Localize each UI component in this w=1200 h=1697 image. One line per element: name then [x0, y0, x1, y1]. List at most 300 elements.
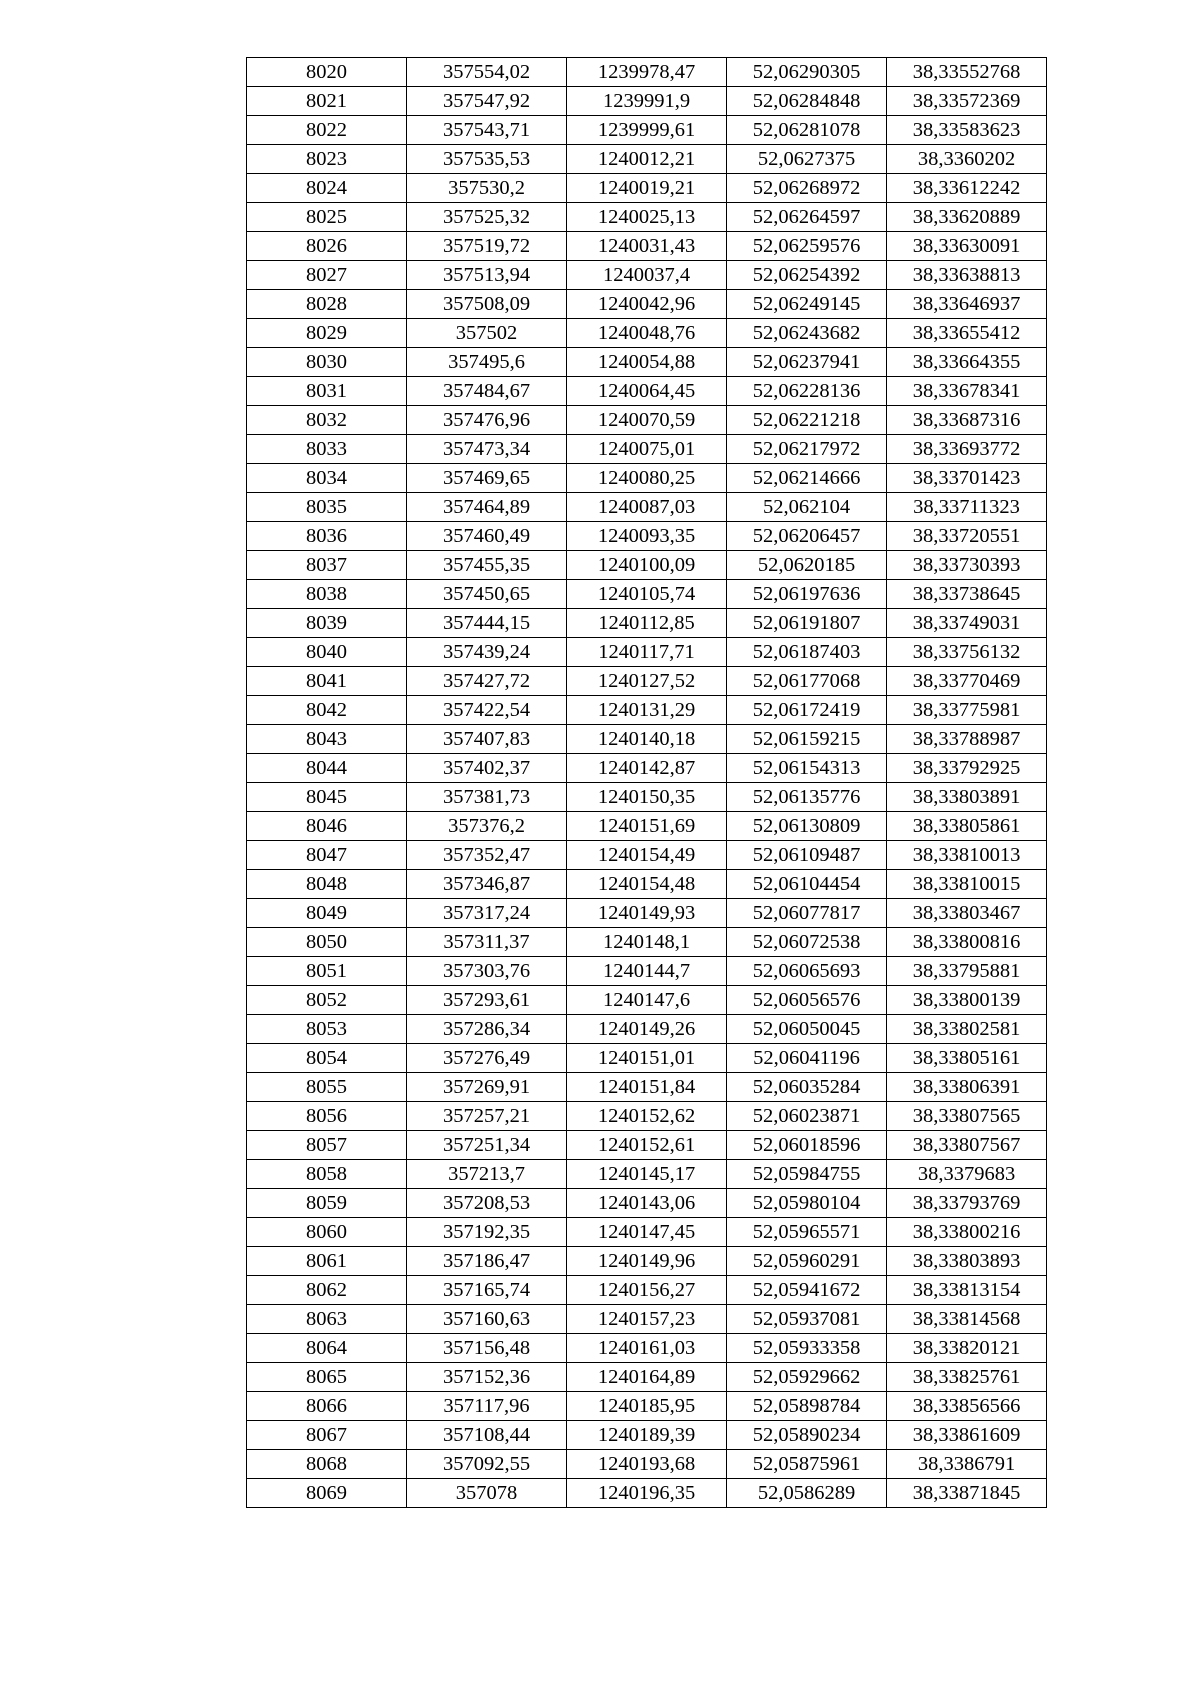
longitude-cell: 38,33805861 [887, 812, 1047, 841]
longitude-cell: 38,33788987 [887, 725, 1047, 754]
y-coordinate-cell: 1239978,47 [567, 58, 727, 87]
table-row [247, 145, 1047, 174]
longitude-cell: 38,33738645 [887, 580, 1047, 609]
x-coordinate-cell: 357352,47 [407, 841, 567, 870]
y-coordinate-cell: 1240147,45 [567, 1218, 727, 1247]
x-coordinate-cell: 357495,6 [407, 348, 567, 377]
y-coordinate-cell: 1239991,9 [567, 87, 727, 116]
table-row [247, 58, 1047, 87]
point-number-cell: 8031 [247, 377, 407, 406]
y-coordinate-cell: 1240112,85 [567, 609, 727, 638]
y-coordinate-cell: 1240147,6 [567, 986, 727, 1015]
table-row [247, 1218, 1047, 1247]
point-number-cell: 8022 [247, 116, 407, 145]
x-coordinate-cell: 357554,02 [407, 58, 567, 87]
coordinates-table [246, 57, 1047, 1508]
point-number-cell: 8042 [247, 696, 407, 725]
y-coordinate-cell: 1240152,61 [567, 1131, 727, 1160]
y-coordinate-cell: 1240131,29 [567, 696, 727, 725]
x-coordinate-cell: 357460,49 [407, 522, 567, 551]
y-coordinate-cell: 1240193,68 [567, 1450, 727, 1479]
y-coordinate-cell: 1240100,09 [567, 551, 727, 580]
latitude-cell: 52,06191807 [727, 609, 887, 638]
table-row [247, 319, 1047, 348]
x-coordinate-cell: 357152,36 [407, 1363, 567, 1392]
longitude-cell: 38,33825761 [887, 1363, 1047, 1392]
point-number-cell: 8030 [247, 348, 407, 377]
x-coordinate-cell: 357513,94 [407, 261, 567, 290]
point-number-cell: 8051 [247, 957, 407, 986]
table-row [247, 1305, 1047, 1334]
longitude-cell: 38,33749031 [887, 609, 1047, 638]
point-number-cell: 8066 [247, 1392, 407, 1421]
point-number-cell: 8068 [247, 1450, 407, 1479]
longitude-cell: 38,33730393 [887, 551, 1047, 580]
longitude-cell: 38,33814568 [887, 1305, 1047, 1334]
table-row [247, 1102, 1047, 1131]
x-coordinate-cell: 357444,15 [407, 609, 567, 638]
point-number-cell: 8025 [247, 203, 407, 232]
point-number-cell: 8024 [247, 174, 407, 203]
x-coordinate-cell: 357165,74 [407, 1276, 567, 1305]
point-number-cell: 8023 [247, 145, 407, 174]
y-coordinate-cell: 1240143,06 [567, 1189, 727, 1218]
longitude-cell: 38,33793769 [887, 1189, 1047, 1218]
y-coordinate-cell: 1240142,87 [567, 754, 727, 783]
latitude-cell: 52,05875961 [727, 1450, 887, 1479]
x-coordinate-cell: 357530,2 [407, 174, 567, 203]
point-number-cell: 8041 [247, 667, 407, 696]
y-coordinate-cell: 1240105,74 [567, 580, 727, 609]
coordinates-table-body [247, 58, 1047, 1508]
longitude-cell: 38,33792925 [887, 754, 1047, 783]
table-row [247, 1015, 1047, 1044]
table-row [247, 1160, 1047, 1189]
latitude-cell: 52,06264597 [727, 203, 887, 232]
point-number-cell: 8055 [247, 1073, 407, 1102]
table-row [247, 783, 1047, 812]
y-coordinate-cell: 1240154,48 [567, 870, 727, 899]
x-coordinate-cell: 357186,47 [407, 1247, 567, 1276]
x-coordinate-cell: 357108,44 [407, 1421, 567, 1450]
latitude-cell: 52,06104454 [727, 870, 887, 899]
latitude-cell: 52,06050045 [727, 1015, 887, 1044]
latitude-cell: 52,06018596 [727, 1131, 887, 1160]
table-row [247, 203, 1047, 232]
x-coordinate-cell: 357117,96 [407, 1392, 567, 1421]
table-row [247, 1247, 1047, 1276]
longitude-cell: 38,33687316 [887, 406, 1047, 435]
longitude-cell: 38,33803467 [887, 899, 1047, 928]
y-coordinate-cell: 1240164,89 [567, 1363, 727, 1392]
x-coordinate-cell: 357293,61 [407, 986, 567, 1015]
table-row [247, 725, 1047, 754]
point-number-cell: 8048 [247, 870, 407, 899]
latitude-cell: 52,05980104 [727, 1189, 887, 1218]
point-number-cell: 8026 [247, 232, 407, 261]
y-coordinate-cell: 1240087,03 [567, 493, 727, 522]
x-coordinate-cell: 357208,53 [407, 1189, 567, 1218]
latitude-cell: 52,06172419 [727, 696, 887, 725]
x-coordinate-cell: 357484,67 [407, 377, 567, 406]
y-coordinate-cell: 1240042,96 [567, 290, 727, 319]
y-coordinate-cell: 1240145,17 [567, 1160, 727, 1189]
y-coordinate-cell: 1240151,01 [567, 1044, 727, 1073]
point-number-cell: 8050 [247, 928, 407, 957]
table-row [247, 1392, 1047, 1421]
table-row [247, 261, 1047, 290]
x-coordinate-cell: 357160,63 [407, 1305, 567, 1334]
point-number-cell: 8053 [247, 1015, 407, 1044]
y-coordinate-cell: 1240048,76 [567, 319, 727, 348]
y-coordinate-cell: 1240144,7 [567, 957, 727, 986]
longitude-cell: 38,33861609 [887, 1421, 1047, 1450]
table-row [247, 638, 1047, 667]
table-row [247, 928, 1047, 957]
latitude-cell: 52,06259576 [727, 232, 887, 261]
table-row [247, 1363, 1047, 1392]
x-coordinate-cell: 357508,09 [407, 290, 567, 319]
longitude-cell: 38,33810015 [887, 870, 1047, 899]
longitude-cell: 38,33638813 [887, 261, 1047, 290]
longitude-cell: 38,33810013 [887, 841, 1047, 870]
point-number-cell: 8061 [247, 1247, 407, 1276]
x-coordinate-cell: 357303,76 [407, 957, 567, 986]
latitude-cell: 52,06035284 [727, 1073, 887, 1102]
longitude-cell: 38,33630091 [887, 232, 1047, 261]
y-coordinate-cell: 1240154,49 [567, 841, 727, 870]
y-coordinate-cell: 1240151,69 [567, 812, 727, 841]
longitude-cell: 38,33701423 [887, 464, 1047, 493]
point-number-cell: 8037 [247, 551, 407, 580]
x-coordinate-cell: 357502 [407, 319, 567, 348]
x-coordinate-cell: 357464,89 [407, 493, 567, 522]
y-coordinate-cell: 1240093,35 [567, 522, 727, 551]
longitude-cell: 38,33720551 [887, 522, 1047, 551]
table-row [247, 377, 1047, 406]
x-coordinate-cell: 357543,71 [407, 116, 567, 145]
point-number-cell: 8033 [247, 435, 407, 464]
x-coordinate-cell: 357078 [407, 1479, 567, 1508]
latitude-cell: 52,06023871 [727, 1102, 887, 1131]
x-coordinate-cell: 357476,96 [407, 406, 567, 435]
table-row [247, 754, 1047, 783]
y-coordinate-cell: 1240127,52 [567, 667, 727, 696]
point-number-cell: 8044 [247, 754, 407, 783]
y-coordinate-cell: 1240189,39 [567, 1421, 727, 1450]
table-row [247, 1073, 1047, 1102]
x-coordinate-cell: 357469,65 [407, 464, 567, 493]
table-row [247, 1131, 1047, 1160]
y-coordinate-cell: 1240156,27 [567, 1276, 727, 1305]
point-number-cell: 8052 [247, 986, 407, 1015]
x-coordinate-cell: 357257,21 [407, 1102, 567, 1131]
longitude-cell: 38,33572369 [887, 87, 1047, 116]
point-number-cell: 8067 [247, 1421, 407, 1450]
longitude-cell: 38,33775981 [887, 696, 1047, 725]
table-row [247, 870, 1047, 899]
longitude-cell: 38,3360202 [887, 145, 1047, 174]
y-coordinate-cell: 1240075,01 [567, 435, 727, 464]
y-coordinate-cell: 1240012,21 [567, 145, 727, 174]
y-coordinate-cell: 1240070,59 [567, 406, 727, 435]
latitude-cell: 52,06109487 [727, 841, 887, 870]
latitude-cell: 52,0586289 [727, 1479, 887, 1508]
longitude-cell: 38,33820121 [887, 1334, 1047, 1363]
table-row [247, 348, 1047, 377]
latitude-cell: 52,05965571 [727, 1218, 887, 1247]
longitude-cell: 38,33646937 [887, 290, 1047, 319]
latitude-cell: 52,05937081 [727, 1305, 887, 1334]
latitude-cell: 52,06214666 [727, 464, 887, 493]
point-number-cell: 8021 [247, 87, 407, 116]
point-number-cell: 8036 [247, 522, 407, 551]
table-row [247, 899, 1047, 928]
longitude-cell: 38,3386791 [887, 1450, 1047, 1479]
y-coordinate-cell: 1240031,43 [567, 232, 727, 261]
latitude-cell: 52,06041196 [727, 1044, 887, 1073]
x-coordinate-cell: 357519,72 [407, 232, 567, 261]
table-row [247, 986, 1047, 1015]
table-row [247, 609, 1047, 638]
x-coordinate-cell: 357376,2 [407, 812, 567, 841]
x-coordinate-cell: 357381,73 [407, 783, 567, 812]
y-coordinate-cell: 1240140,18 [567, 725, 727, 754]
table-row [247, 957, 1047, 986]
x-coordinate-cell: 357535,53 [407, 145, 567, 174]
table-row [247, 406, 1047, 435]
x-coordinate-cell: 357547,92 [407, 87, 567, 116]
x-coordinate-cell: 357402,37 [407, 754, 567, 783]
table-row [247, 522, 1047, 551]
point-number-cell: 8065 [247, 1363, 407, 1392]
latitude-cell: 52,06284848 [727, 87, 887, 116]
x-coordinate-cell: 357269,91 [407, 1073, 567, 1102]
x-coordinate-cell: 357346,87 [407, 870, 567, 899]
latitude-cell: 52,06065693 [727, 957, 887, 986]
latitude-cell: 52,06243682 [727, 319, 887, 348]
longitude-cell: 38,33664355 [887, 348, 1047, 377]
table-row [247, 87, 1047, 116]
y-coordinate-cell: 1240117,71 [567, 638, 727, 667]
table-row [247, 551, 1047, 580]
longitude-cell: 38,33711323 [887, 493, 1047, 522]
x-coordinate-cell: 357317,24 [407, 899, 567, 928]
y-coordinate-cell: 1240064,45 [567, 377, 727, 406]
longitude-cell: 38,33813154 [887, 1276, 1047, 1305]
table-row [247, 435, 1047, 464]
latitude-cell: 52,06077817 [727, 899, 887, 928]
point-number-cell: 8045 [247, 783, 407, 812]
latitude-cell: 52,05933358 [727, 1334, 887, 1363]
point-number-cell: 8054 [247, 1044, 407, 1073]
x-coordinate-cell: 357439,24 [407, 638, 567, 667]
longitude-cell: 38,33612242 [887, 174, 1047, 203]
longitude-cell: 38,33856566 [887, 1392, 1047, 1421]
latitude-cell: 52,06249145 [727, 290, 887, 319]
latitude-cell: 52,06159215 [727, 725, 887, 754]
longitude-cell: 38,33800816 [887, 928, 1047, 957]
longitude-cell: 38,33655412 [887, 319, 1047, 348]
point-number-cell: 8058 [247, 1160, 407, 1189]
point-number-cell: 8069 [247, 1479, 407, 1508]
longitude-cell: 38,33583623 [887, 116, 1047, 145]
latitude-cell: 52,06056576 [727, 986, 887, 1015]
longitude-cell: 38,33795881 [887, 957, 1047, 986]
x-coordinate-cell: 357450,65 [407, 580, 567, 609]
y-coordinate-cell: 1240019,21 [567, 174, 727, 203]
x-coordinate-cell: 357092,55 [407, 1450, 567, 1479]
x-coordinate-cell: 357427,72 [407, 667, 567, 696]
longitude-cell: 38,33693772 [887, 435, 1047, 464]
y-coordinate-cell: 1240152,62 [567, 1102, 727, 1131]
x-coordinate-cell: 357407,83 [407, 725, 567, 754]
point-number-cell: 8046 [247, 812, 407, 841]
latitude-cell: 52,06268972 [727, 174, 887, 203]
x-coordinate-cell: 357276,49 [407, 1044, 567, 1073]
table-row [247, 841, 1047, 870]
latitude-cell: 52,06254392 [727, 261, 887, 290]
table-row [247, 1276, 1047, 1305]
x-coordinate-cell: 357455,35 [407, 551, 567, 580]
longitude-cell: 38,33805161 [887, 1044, 1047, 1073]
y-coordinate-cell: 1240150,35 [567, 783, 727, 812]
latitude-cell: 52,05890234 [727, 1421, 887, 1450]
latitude-cell: 52,06237941 [727, 348, 887, 377]
point-number-cell: 8027 [247, 261, 407, 290]
table-row [247, 1421, 1047, 1450]
point-number-cell: 8057 [247, 1131, 407, 1160]
point-number-cell: 8063 [247, 1305, 407, 1334]
longitude-cell: 38,3379683 [887, 1160, 1047, 1189]
point-number-cell: 8064 [247, 1334, 407, 1363]
longitude-cell: 38,33800216 [887, 1218, 1047, 1247]
table-row [247, 667, 1047, 696]
point-number-cell: 8032 [247, 406, 407, 435]
table-row [247, 116, 1047, 145]
longitude-cell: 38,33807567 [887, 1131, 1047, 1160]
y-coordinate-cell: 1240080,25 [567, 464, 727, 493]
longitude-cell: 38,33800139 [887, 986, 1047, 1015]
y-coordinate-cell: 1240054,88 [567, 348, 727, 377]
longitude-cell: 38,33803893 [887, 1247, 1047, 1276]
x-coordinate-cell: 357525,32 [407, 203, 567, 232]
table-row [247, 1044, 1047, 1073]
point-number-cell: 8062 [247, 1276, 407, 1305]
point-number-cell: 8035 [247, 493, 407, 522]
point-number-cell: 8034 [247, 464, 407, 493]
y-coordinate-cell: 1240157,23 [567, 1305, 727, 1334]
point-number-cell: 8043 [247, 725, 407, 754]
y-coordinate-cell: 1240151,84 [567, 1073, 727, 1102]
y-coordinate-cell: 1240037,4 [567, 261, 727, 290]
x-coordinate-cell: 357192,35 [407, 1218, 567, 1247]
latitude-cell: 52,06290305 [727, 58, 887, 87]
x-coordinate-cell: 357473,34 [407, 435, 567, 464]
y-coordinate-cell: 1240196,35 [567, 1479, 727, 1508]
table-row [247, 232, 1047, 261]
latitude-cell: 52,06177068 [727, 667, 887, 696]
x-coordinate-cell: 357156,48 [407, 1334, 567, 1363]
table-row [247, 464, 1047, 493]
point-number-cell: 8040 [247, 638, 407, 667]
point-number-cell: 8038 [247, 580, 407, 609]
longitude-cell: 38,33770469 [887, 667, 1047, 696]
latitude-cell: 52,06130809 [727, 812, 887, 841]
x-coordinate-cell: 357311,37 [407, 928, 567, 957]
point-number-cell: 8049 [247, 899, 407, 928]
longitude-cell: 38,33552768 [887, 58, 1047, 87]
y-coordinate-cell: 1240149,93 [567, 899, 727, 928]
point-number-cell: 8059 [247, 1189, 407, 1218]
point-number-cell: 8056 [247, 1102, 407, 1131]
table-row [247, 290, 1047, 319]
latitude-cell: 52,06206457 [727, 522, 887, 551]
y-coordinate-cell: 1240185,95 [567, 1392, 727, 1421]
latitude-cell: 52,06197636 [727, 580, 887, 609]
table-row [247, 174, 1047, 203]
latitude-cell: 52,06281078 [727, 116, 887, 145]
longitude-cell: 38,33803891 [887, 783, 1047, 812]
longitude-cell: 38,33620889 [887, 203, 1047, 232]
point-number-cell: 8028 [247, 290, 407, 319]
latitude-cell: 52,06228136 [727, 377, 887, 406]
x-coordinate-cell: 357422,54 [407, 696, 567, 725]
y-coordinate-cell: 1240149,26 [567, 1015, 727, 1044]
latitude-cell: 52,05984755 [727, 1160, 887, 1189]
latitude-cell: 52,06217972 [727, 435, 887, 464]
latitude-cell: 52,06187403 [727, 638, 887, 667]
y-coordinate-cell: 1240161,03 [567, 1334, 727, 1363]
x-coordinate-cell: 357213,7 [407, 1160, 567, 1189]
latitude-cell: 52,06221218 [727, 406, 887, 435]
longitude-cell: 38,33678341 [887, 377, 1047, 406]
point-number-cell: 8047 [247, 841, 407, 870]
table-row [247, 1334, 1047, 1363]
point-number-cell: 8060 [247, 1218, 407, 1247]
latitude-cell: 52,05960291 [727, 1247, 887, 1276]
latitude-cell: 52,062104 [727, 493, 887, 522]
y-coordinate-cell: 1239999,61 [567, 116, 727, 145]
table-row [247, 696, 1047, 725]
table-row [247, 1450, 1047, 1479]
latitude-cell: 52,05898784 [727, 1392, 887, 1421]
point-number-cell: 8029 [247, 319, 407, 348]
longitude-cell: 38,33871845 [887, 1479, 1047, 1508]
table-row [247, 1189, 1047, 1218]
table-row [247, 493, 1047, 522]
y-coordinate-cell: 1240149,96 [567, 1247, 727, 1276]
longitude-cell: 38,33807565 [887, 1102, 1047, 1131]
latitude-cell: 52,06135776 [727, 783, 887, 812]
latitude-cell: 52,05929662 [727, 1363, 887, 1392]
table-row [247, 812, 1047, 841]
x-coordinate-cell: 357251,34 [407, 1131, 567, 1160]
point-number-cell: 8039 [247, 609, 407, 638]
latitude-cell: 52,05941672 [727, 1276, 887, 1305]
latitude-cell: 52,06154313 [727, 754, 887, 783]
longitude-cell: 38,33806391 [887, 1073, 1047, 1102]
x-coordinate-cell: 357286,34 [407, 1015, 567, 1044]
longitude-cell: 38,33756132 [887, 638, 1047, 667]
latitude-cell: 52,06072538 [727, 928, 887, 957]
longitude-cell: 38,33802581 [887, 1015, 1047, 1044]
table-row [247, 580, 1047, 609]
point-number-cell: 8020 [247, 58, 407, 87]
y-coordinate-cell: 1240148,1 [567, 928, 727, 957]
table-row [247, 1479, 1047, 1508]
latitude-cell: 52,0627375 [727, 145, 887, 174]
